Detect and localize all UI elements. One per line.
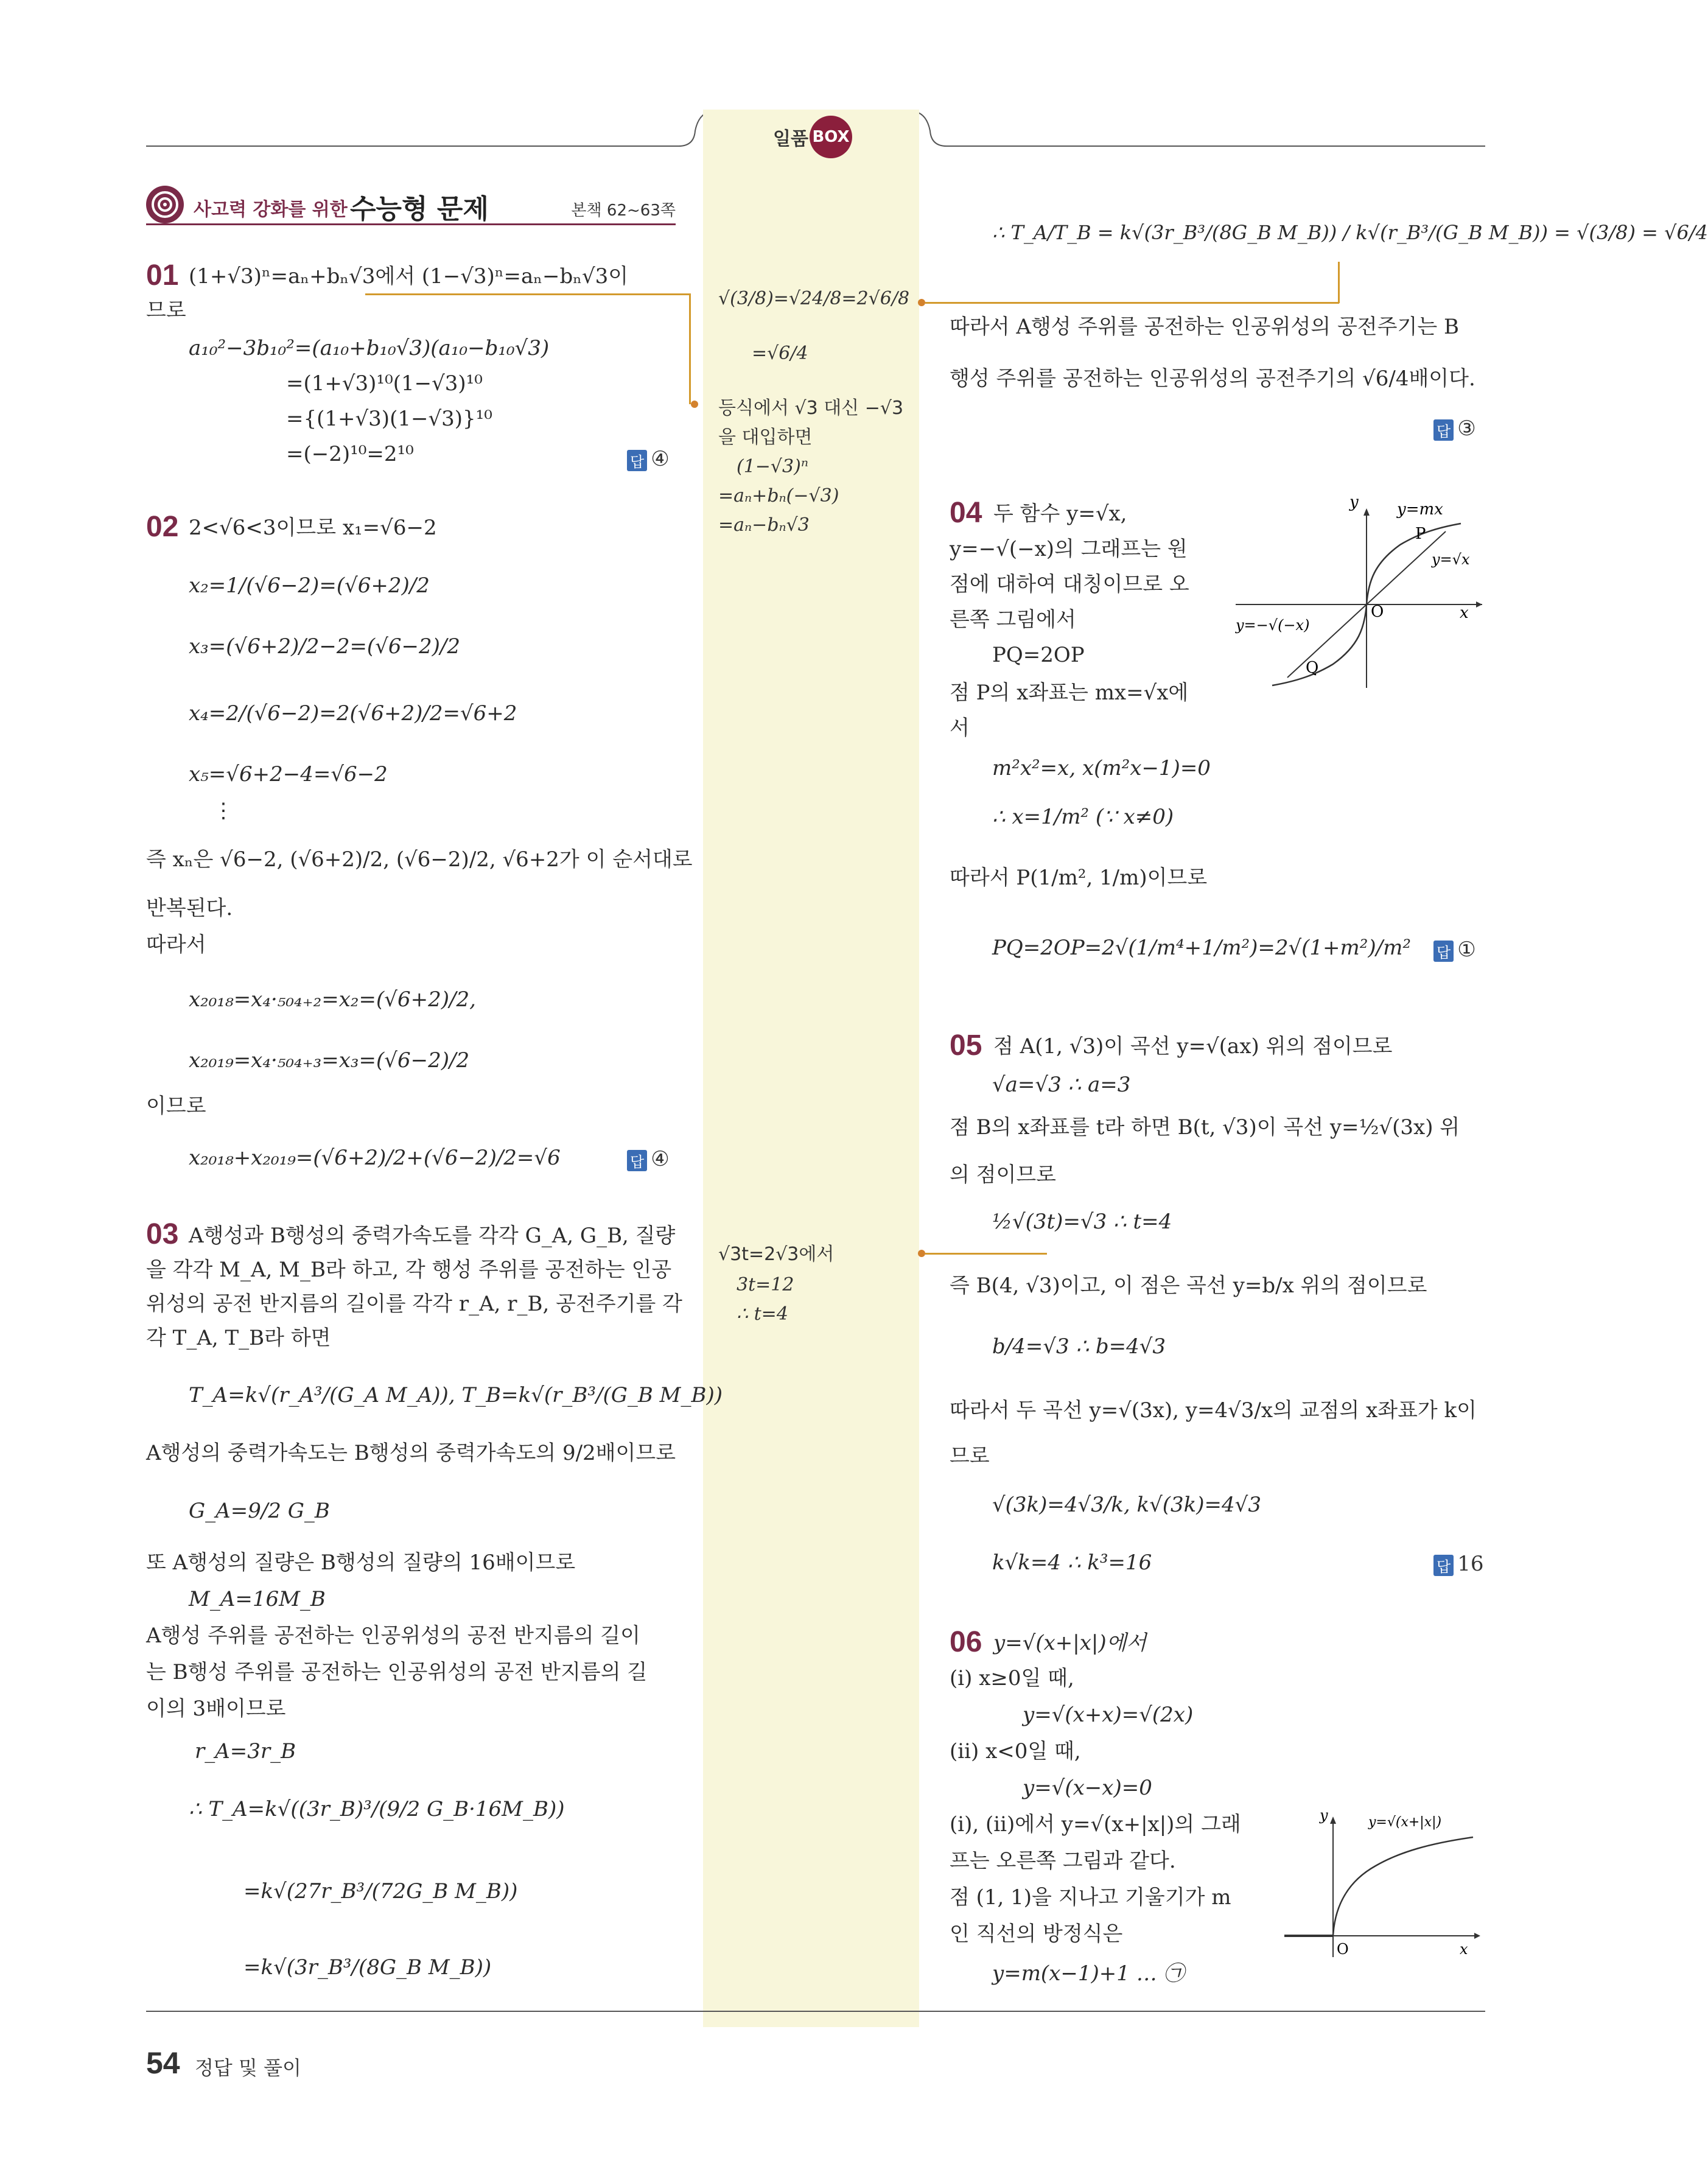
p05-line-3: 점 B의 x좌표를 t라 하면 B(t, √3)이 곡선 y=½√(3x) 위 bbox=[950, 1115, 1460, 1140]
p03-line-16: =k√(3r_B³/(8G_B M_B)) bbox=[243, 1955, 492, 1980]
p03-line-2: 을 각각 M_A, M_B라 하고, 각 행성 주위를 공전하는 인공 bbox=[146, 1258, 672, 1282]
p04-line-5: PQ=2OP bbox=[992, 643, 1085, 667]
p04-line-10: 따라서 P(1/m², 1/m)이므로 bbox=[950, 866, 1208, 890]
p03-right-line-2: 따라서 A행성 주위를 공전하는 인공위성의 공전주기는 B bbox=[950, 315, 1459, 339]
p04-graph bbox=[1236, 493, 1491, 691]
origin-label: O bbox=[1337, 1941, 1349, 1958]
p01-line-1: (1+√3)ⁿ=aₙ+bₙ√3에서 (1−√3)ⁿ=aₙ−bₙ√3이 bbox=[189, 264, 629, 289]
y-axis-label: y bbox=[1349, 493, 1359, 511]
problem-number-02: 02 bbox=[146, 511, 179, 543]
side-note-10: ∴ t=4 bbox=[737, 1303, 788, 1325]
p03-line-10: A행성 주위를 공전하는 인공위성의 공전 반지름의 길이 bbox=[146, 1624, 640, 1648]
connector-line bbox=[365, 293, 691, 295]
p03-line-15: =k√(27r_B³/(72G_B M_B)) bbox=[243, 1879, 518, 1904]
p03-line-5: T_A=k√(r_A³/(G_A M_A)), T_B=k√(r_B³/(G_B M_B)) bbox=[189, 1383, 723, 1407]
connector-line bbox=[1338, 262, 1340, 303]
p03-line-8: 또 A행성의 질량은 B행성의 질량의 16배이므로 bbox=[146, 1550, 576, 1575]
p03-line-6: A행성의 중력가속도는 B행성의 중력가속도의 9/2배이므로 bbox=[146, 1441, 676, 1465]
footer-label: 정답 및 풀이 bbox=[195, 2056, 301, 2079]
p03-line-7: G_A=9/2 G_B bbox=[189, 1499, 330, 1523]
p06-line-8: 점 (1, 1)을 지나고 기울기가 m bbox=[950, 1885, 1231, 1910]
p01-answer bbox=[627, 447, 670, 471]
p03-result-line: ∴ T_A/T_B = k√(3r_B³/(8G_B M_B)) / k√(r_B³/(G_B M_B)) = √(3/8) = √6/4 bbox=[992, 221, 1708, 244]
connector-line bbox=[925, 1253, 1047, 1255]
side-note-7: =aₙ−bₙ√3 bbox=[718, 514, 810, 536]
p03-line-12: 이의 3배이므로 bbox=[146, 1697, 286, 1721]
p02-line-6: ⋮ bbox=[213, 799, 234, 823]
tab-label: 일품 bbox=[773, 128, 808, 150]
footer-rule bbox=[0, 2009, 1619, 2015]
p06-line-10: y=m(x−1)+1 … ㉠ bbox=[992, 1961, 1185, 1986]
p02-line-10: x₂₀₁₈=x₄·₅₀₄₊₂=x₂=(√6+2)/2, bbox=[189, 987, 476, 1012]
p02-answer-value: ④ bbox=[651, 1147, 670, 1171]
p03-line-3: 위성의 공전 반지름의 길이를 각각 r_A, r_B, 공전주기를 각 bbox=[146, 1292, 682, 1316]
side-note-1: √(3/8)=√24/8=2√6/8 bbox=[718, 288, 910, 309]
p02-line-8: 반복된다. bbox=[146, 896, 233, 920]
problem-number-06: 06 bbox=[950, 1626, 982, 1658]
x-axis-label: x bbox=[1460, 604, 1469, 622]
p03-answer-value: ③ bbox=[1457, 416, 1476, 441]
connector-dot bbox=[918, 299, 925, 306]
connector-dot bbox=[691, 401, 698, 408]
p05-line-11: k√k=4 ∴ k³=16 bbox=[992, 1550, 1152, 1575]
connector-line bbox=[925, 302, 1339, 304]
p04-line-2: y=−√(−x)의 그래프는 원 bbox=[950, 537, 1188, 561]
p03-line-4: 각 T_A, T_B라 하면 bbox=[146, 1326, 331, 1350]
p05-answer-value: 16 bbox=[1457, 1552, 1484, 1576]
answer-mark-icon: 답 bbox=[627, 1150, 647, 1171]
side-note-9: 3t=12 bbox=[737, 1274, 794, 1295]
connector-dot bbox=[918, 1250, 925, 1257]
p04-line-4: 른쪽 그림에서 bbox=[950, 608, 1076, 632]
p03-line-11: 는 B행성 주위를 공전하는 인공위성의 공전 반지름의 길 bbox=[146, 1660, 648, 1684]
p03-line-9: M_A=16M_B bbox=[189, 1587, 326, 1611]
p02-line-5: x₅=√6+2−4=√6−2 bbox=[189, 762, 388, 786]
p05-line-7: b/4=√3 ∴ b=4√3 bbox=[992, 1334, 1166, 1359]
section-prefix: 사고력 강화를 위한 bbox=[194, 199, 348, 220]
p02-line-1: 2<√6<3이므로 x₁=√6−2 bbox=[189, 516, 437, 540]
p02-line-13: x₂₀₁₈+x₂₀₁₉=(√6+2)/2+(√6−2)/2=√6 bbox=[189, 1146, 561, 1170]
p05-line-5: ½√(3t)=√3 ∴ t=4 bbox=[992, 1210, 1172, 1234]
p06-line-7: 프는 오른쪽 그림과 같다. bbox=[950, 1849, 1176, 1873]
p04-line-7: 서 bbox=[950, 716, 970, 740]
p04-line-6: 점 P의 x좌표는 mx=√x에 bbox=[950, 681, 1189, 705]
answer-mark-icon: 답 bbox=[1433, 1555, 1454, 1576]
line-label: y=mx bbox=[1397, 500, 1443, 519]
p01-answer-value: ④ bbox=[651, 447, 670, 471]
page-number: 54 bbox=[146, 2046, 180, 2080]
y-axis-label: y bbox=[1320, 1807, 1328, 1824]
p01-line-3: a₁₀²−3b₁₀²=(a₁₀+b₁₀√3)(a₁₀−b₁₀√3) bbox=[189, 336, 550, 360]
p04-line-1: 두 함수 y=√x, bbox=[993, 502, 1127, 526]
side-note-2: =√6/4 bbox=[752, 343, 808, 364]
p05-line-4: 의 점이므로 bbox=[950, 1163, 1057, 1187]
p04-line-3: 점에 대하여 대칭이므로 오 bbox=[950, 572, 1189, 597]
answer-mark-icon: 답 bbox=[627, 450, 647, 471]
section-heading bbox=[146, 186, 676, 225]
p05-line-9: 므로 bbox=[950, 1444, 990, 1468]
p04-line-9: ∴ x=1/m² (∵ x≠0) bbox=[992, 805, 1174, 829]
p06-line-4: (ⅱ) x<0일 때, bbox=[950, 1739, 1081, 1764]
p04-line-8: m²x²=x, x(m²x−1)=0 bbox=[992, 756, 1211, 780]
connector-line bbox=[689, 293, 691, 404]
problem-number-05: 05 bbox=[950, 1029, 982, 1062]
p02-line-3: x₃=(√6+2)/2−2=(√6−2)/2 bbox=[189, 634, 460, 659]
section-title: 수능형 문제 bbox=[350, 194, 489, 225]
page-ref: 본책 62~63쪽 bbox=[571, 201, 676, 220]
p03-right-line-3: 행성 주위를 공전하는 인공위성의 공전주기의 √6/4배이다. bbox=[950, 366, 1475, 391]
side-note-8: √3t=2√3에서 bbox=[718, 1244, 835, 1265]
p03-answer bbox=[1433, 416, 1476, 441]
point-q-label: Q bbox=[1306, 659, 1319, 677]
origin-label: O bbox=[1371, 603, 1384, 621]
p06-line-2: (ⅰ) x≥0일 때, bbox=[950, 1666, 1074, 1690]
p06-line-6: (ⅰ), (ⅱ)에서 y=√(x+|x|)의 그래 bbox=[950, 1812, 1241, 1837]
p02-line-7: 즉 xₙ은 √6−2, (√6+2)/2, (√6−2)/2, √6+2가 이 순서대로 bbox=[146, 847, 693, 872]
p02-line-4: x₄=2/(√6−2)=2(√6+2)/2=√6+2 bbox=[189, 701, 517, 726]
curve1-label: y=√x bbox=[1432, 551, 1470, 568]
p05-line-6: 즉 B(4, √3)이고, 이 점은 곡선 y=b/x 위의 점이므로 bbox=[950, 1273, 1427, 1298]
answer-mark-icon: 답 bbox=[1433, 419, 1454, 441]
p02-answer bbox=[627, 1147, 670, 1171]
side-note-3: 등식에서 √3 대신 −√3 bbox=[718, 398, 904, 419]
sqrt-2x-curve bbox=[1333, 1837, 1473, 1936]
p02-line-11: x₂₀₁₉=x₄·₅₀₄₊₃=x₃=(√6−2)/2 bbox=[189, 1048, 470, 1073]
p06-line-5: y=√(x−x)=0 bbox=[1023, 1776, 1152, 1800]
answer-mark-icon: 답 bbox=[1433, 941, 1454, 962]
x-axis-label: x bbox=[1460, 1941, 1468, 1958]
p06-line-9: 인 직선의 방정식은 bbox=[950, 1922, 1123, 1946]
p03-line-14: ∴ T_A=k√((3r_B)³/(9/2 G_B·16M_B)) bbox=[189, 1797, 565, 1821]
p04-answer bbox=[1433, 937, 1476, 962]
p04-line-11: PQ=2OP=2√(1/m⁴+1/m²)=2√(1+m²)/m² bbox=[992, 936, 1411, 960]
side-note-6: =aₙ+bₙ(−√3) bbox=[718, 485, 839, 506]
problem-number-01: 01 bbox=[146, 259, 179, 292]
problem-number-04: 04 bbox=[950, 497, 982, 529]
p01-line-6: =(−2)¹⁰=2¹⁰ bbox=[286, 442, 414, 466]
p06-graph bbox=[1278, 1808, 1485, 1960]
p05-line-10: √(3k)=4√3/k, k√(3k)=4√3 bbox=[992, 1493, 1261, 1517]
p06-line-3: y=√(x+x)=√(2x) bbox=[1023, 1703, 1194, 1727]
p02-line-2: x₂=1/(√6−2)=(√6+2)/2 bbox=[189, 573, 430, 598]
point-p-label: P bbox=[1415, 525, 1426, 543]
p04-answer-value: ① bbox=[1457, 937, 1476, 962]
tab-badge: BOX bbox=[810, 116, 852, 158]
p01-line-5: ={(1+√3)(1−√3)}¹⁰ bbox=[286, 407, 492, 431]
target-icon bbox=[146, 186, 184, 223]
problem-number-03: 03 bbox=[146, 1218, 179, 1250]
curve2-label: y=−√(−x) bbox=[1236, 617, 1310, 634]
side-note-5: (1−√3)ⁿ bbox=[737, 456, 808, 477]
p05-line-2: √a=√3 ∴ a=3 bbox=[992, 1073, 1131, 1097]
p02-line-9: 따라서 bbox=[146, 933, 206, 957]
p01-line-4: =(1+√3)¹⁰(1−√3)¹⁰ bbox=[286, 371, 483, 396]
p05-answer bbox=[1433, 1552, 1483, 1576]
p03-line-1: A행성과 B행성의 중력가속도를 각각 G_A, G_B, 질량 bbox=[189, 1224, 676, 1248]
p03-line-13: r_A=3r_B bbox=[195, 1739, 296, 1764]
p05-line-8: 따라서 두 곡선 y=√(3x), y=4√3/x의 교점의 x좌표가 k이 bbox=[950, 1398, 1477, 1423]
p02-line-12: 이므로 bbox=[146, 1094, 206, 1118]
p06-line-1: y=√(x+|x|)에서 bbox=[993, 1631, 1147, 1655]
side-note-4: 을 대입하면 bbox=[718, 427, 813, 448]
p01-line-2: 므로 bbox=[146, 298, 186, 323]
curve-label: y=√(x+|x|) bbox=[1368, 1815, 1442, 1830]
p05-line-1: 점 A(1, √3)이 곡선 y=√(ax) 위의 점이므로 bbox=[993, 1034, 1393, 1059]
